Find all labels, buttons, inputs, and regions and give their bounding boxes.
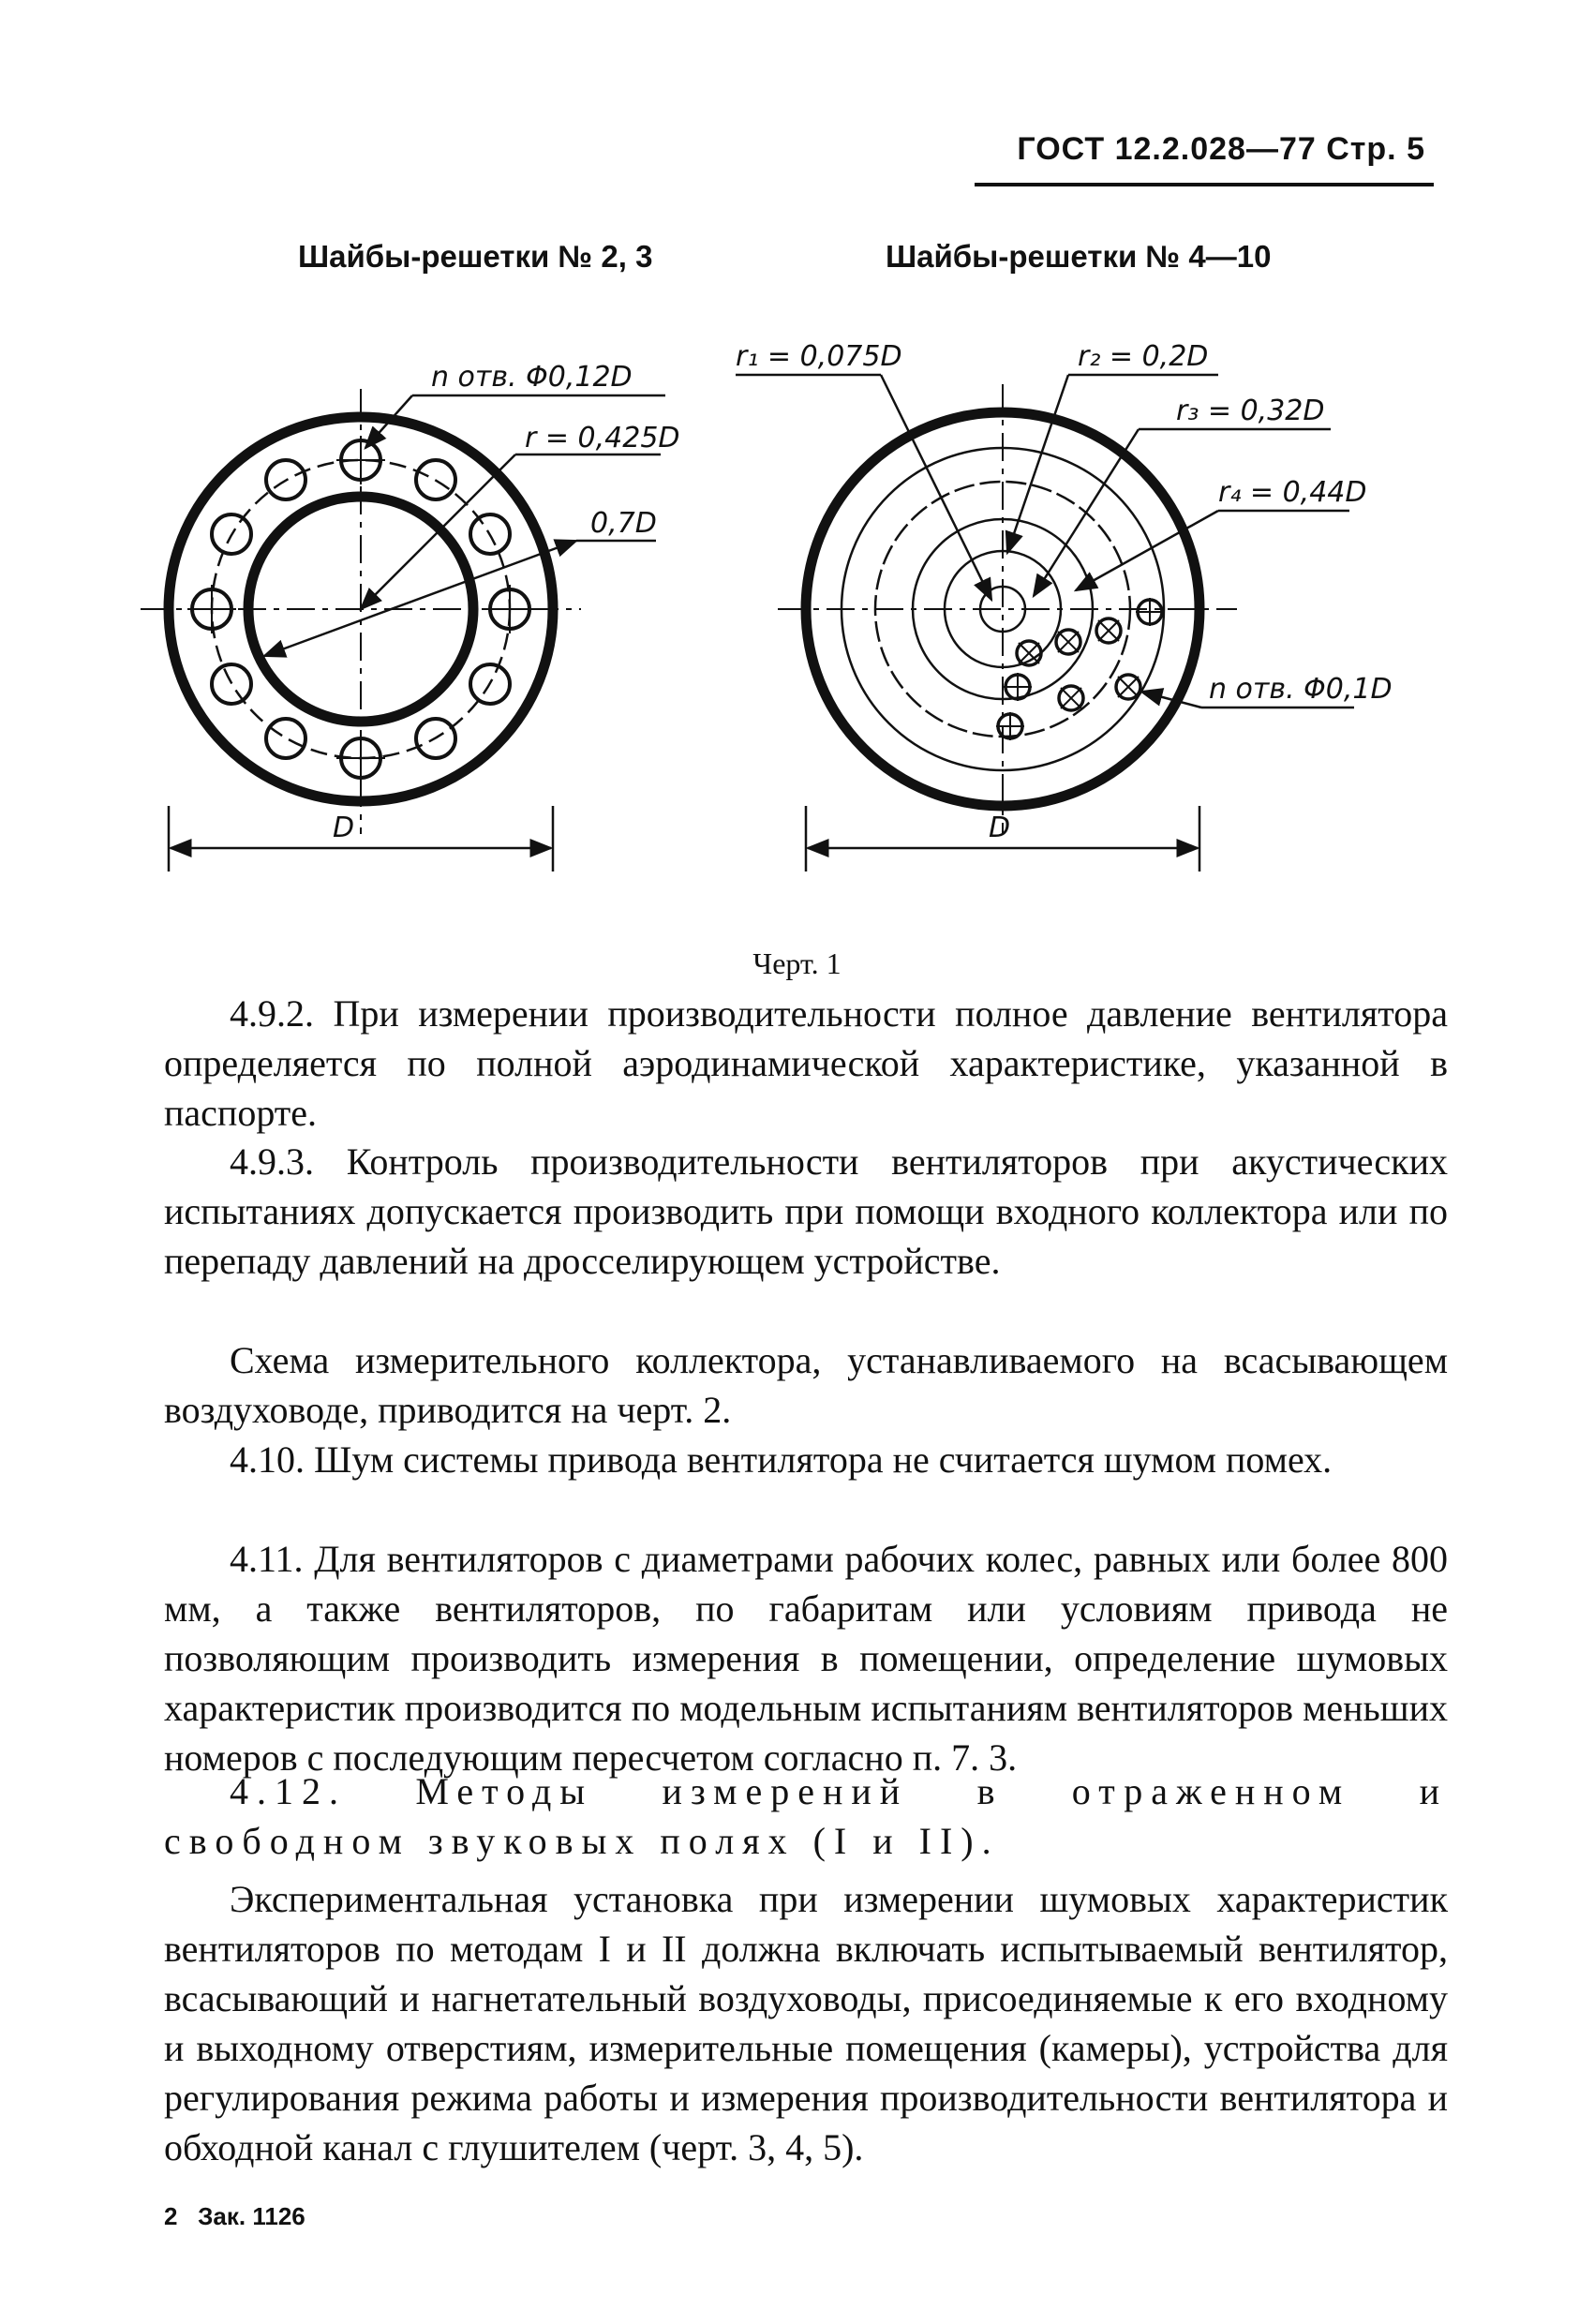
washer-left-drawing	[141, 389, 665, 872]
label-radius-left: r = 0,425D	[525, 422, 680, 454]
label-r3: r₃ = 0,32D	[1176, 395, 1325, 427]
label-r4: r₄ = 0,44D	[1218, 476, 1367, 509]
right-figure-caption: Шайбы-решетки № 4—10	[886, 239, 1272, 274]
drawing-figure-1	[0, 319, 1594, 918]
left-figure-caption: Шайбы-решетки № 2, 3	[298, 239, 653, 274]
header-rule	[975, 183, 1434, 186]
paragraph-experimental-setup: Экспериментальная установка при измерении шумовых характеристик вентиляторов по методам I и II должна включать испытываемый вентилятор, всасывающий и нагнетательный воздуховоды, присоединяемые к его входному и выходному отверстиям, измерительные помещения (камеры), устройства для регулирования режима работы и измерения производительности вентилятора и обходной канал с глушителем (черт. 3, 4, 5).	[164, 1878, 1448, 2168]
page-footer: 2 Зак. 1126	[164, 2202, 305, 2230]
section-heading-4-12: 4.12. Методы измерений в отраженном и свободном звуковых полях (I и II).	[164, 1770, 1448, 1862]
paragraph-4-11: 4.11. Для вентиляторов с диаметрами рабочих колес, равных или более 800 мм, а также вентиляторов, по габаритам или условиям привода не позволяющим производить измерения в помещении, определение шумовых характеристик производится по модельным испытаниям вентиляторов меньших номеров с последующим пересчетом согласно п. 7. 3.	[164, 1538, 1448, 1779]
label-holes-left: n отв. Φ0,12D	[431, 361, 633, 394]
label-inner-diameter: 0,7D	[590, 507, 657, 540]
label-r2: r₂ = 0,2D	[1078, 340, 1209, 373]
paragraph-4-9-2: 4.9.2. При измерении производительности полное давление вентилятора определяется по полной аэродинамической характеристике, указанной в паспорте.	[164, 992, 1448, 1134]
page-header: ГОСТ 12.2.028—77 Стр. 5	[1017, 131, 1425, 167]
label-d-left: D	[333, 812, 355, 844]
paragraph-scheme: Схема измерительного коллектора, устанавливаемого на всасывающем воздуховоде, приводится на черт. 2.	[164, 1339, 1448, 1431]
washer-right-drawing	[736, 375, 1354, 872]
paragraph-4-9-3: 4.9.3. Контроль производительности вентиляторов при акустических испытаниях допускается производить при помощи входного коллектора или по перепаду давлений на дросселирующем устройстве.	[164, 1140, 1448, 1282]
paragraph-4-10: 4.10. Шум системы привода вентилятора не считается шумом помех.	[230, 1438, 1333, 1481]
label-holes-right: n отв. Φ0,1D	[1209, 673, 1393, 706]
label-r1: r₁ = 0,075D	[736, 340, 902, 373]
drawing-caption: Черт. 1	[752, 946, 842, 980]
label-d-right: D	[989, 812, 1011, 844]
